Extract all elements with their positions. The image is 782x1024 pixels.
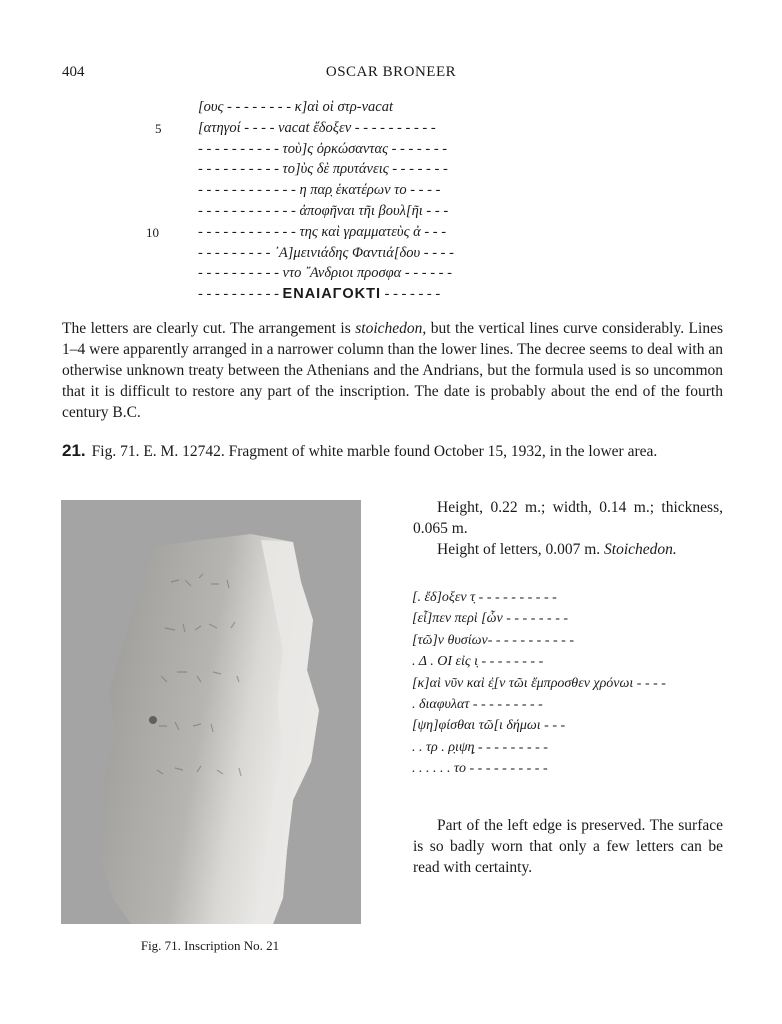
figure-caption: Fig. 71. Inscription No. 21 — [140, 938, 280, 953]
inscription-line: . διαφυλατ - - - - - - - - - — [412, 697, 543, 712]
entry-21-heading — [62, 440, 723, 462]
uncial-letters: ΕΝΑΙΑΓΟΚΤΙ — [282, 286, 382, 303]
inscription-line: [εἶ]πεν περὶ [ὧν - - - - - - - - — [412, 611, 569, 627]
inscription-line: [ατηγοί - - - - vacat ἔδοξεν - - - - - - - - - - — [198, 119, 436, 136]
commentary-text-1: The letters are clearly cut. The arrangement is — [62, 320, 356, 337]
inscription-line: . . . . . . το - - - - - - - - - - — [412, 761, 548, 777]
inscription-line: [ους - - - - - - - - κ]αὶ οἱ στρ-vacat — [198, 99, 393, 115]
inscription-line: - - - - - - - - - - το]ὺς δὲ πρυτάνεις - - - - - - - — [198, 161, 448, 178]
inscription-line: - - - - - - - - - - τοὺ]ς ὀρκώσαντας - - - - - - - — [198, 140, 448, 157]
inscription-line: [ψη]φίσθαι τῶ[ι δήμωι - - - — [412, 718, 566, 734]
edge-note-paragraph: Part of the left edge is preserved. The surface is so badly worn that only a few letters can be read with certainty. — [413, 817, 723, 876]
inscription-line: . . τρ . ρ̣ιψη̣ - - - - - - - - - — [412, 739, 548, 755]
letter-height: Height of letters, 0.007 m. — [437, 541, 605, 558]
page-number: 404 — [62, 64, 85, 80]
commentary-paragraph — [62, 318, 723, 423]
dimensions-block — [413, 497, 723, 560]
inscription-line: - - - - - - - - - - ΕΝΑΙΑΓΟΚΤΙ - - - - - - - — [198, 286, 441, 303]
stone-fragment-image — [61, 500, 361, 924]
inscription-photo — [61, 500, 361, 924]
inscription-line: - - - - - - - - - - - - της καὶ γραμματεὺς ἀ - - - — [198, 223, 447, 240]
inscription-line: - - - - - - - - - ᾿Α]μεινιάδης Φαντιά[δου - - - - — [198, 244, 454, 261]
entry-number: 21. — [62, 441, 86, 460]
commentary-stoichedon: stoichedon — [355, 320, 423, 337]
inscription-line: . Δ . ΟΙ εἰς ι̣ - - - - - - - - — [412, 654, 544, 670]
dimensions-size: Height, 0.22 m.; width, 0.14 m.; thickness, 0.065 m. — [413, 499, 723, 537]
commentary-text-2: , but the vertical lines curve considerably. Lines 1–4 were apparently arranged in a narrower column than the lower lines. The decree seems to deal with an otherwise unknown treaty between the Athenians and the Andrians, but the formula used is so uncommon that it is difficult to restore any part of the inscription. The date is probably about the end of the fourth century B.C. — [62, 320, 723, 421]
entry-21-description: Fig. 71. E. M. 12742. Fragment of white marble found October 15, 1932, in the lower area. — [91, 443, 658, 460]
inscription-line: [τῶ]ν θυσίων- - - - - - - - - - - — [412, 632, 574, 648]
inscription-line: [κ]αὶ νῦν καὶ ἐ̣[ν τῶι ἔμπροσθεν χρόνωι - - - - — [412, 675, 666, 691]
line-number: 5 — [155, 120, 162, 136]
inscription-line: - - - - - - - - - - - - ἀποφῆναι τῆι βουλ[ῆι - - - — [198, 203, 449, 219]
inscription-line: - - - - - - - - - - - - η παρ̣ ἑκατέρων το - - - - — [198, 182, 441, 199]
dimensions-letters — [413, 539, 723, 560]
running-head: OSCAR BRONEER — [325, 64, 457, 80]
inscription-line: [. ἔδ]οξεν τ̣ - - - - - - - - - - — [412, 590, 557, 605]
stoichedon-label: Stoichedon. — [604, 541, 677, 558]
line-number: 10 — [146, 224, 159, 240]
inscription-line: - - - - - - - - - - ντο ῎Ανδριοι προσφα - - - - - - — [198, 265, 452, 282]
